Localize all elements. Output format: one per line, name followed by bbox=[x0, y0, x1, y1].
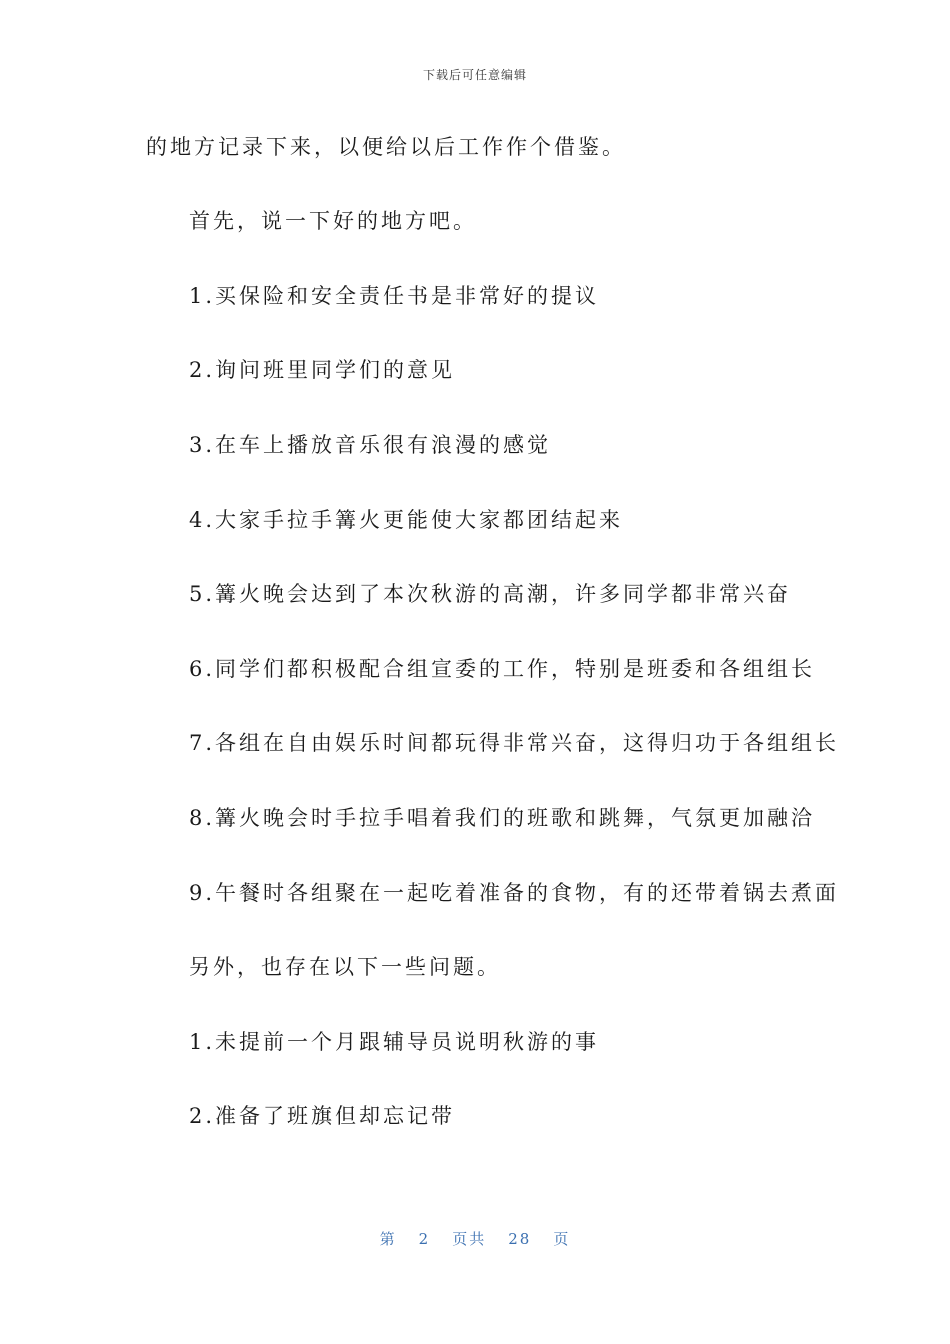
problems-intro: 另外，也存在以下一些问题。 bbox=[189, 955, 501, 979]
footer-page-prefix: 第 bbox=[379, 1230, 397, 1248]
list-item: 2.准备了班旗但却忘记带 bbox=[189, 1104, 456, 1128]
list-item: 6.同学们都积极配合组宣委的工作，特别是班委和各组组长 bbox=[189, 657, 816, 681]
list-item: 5.篝火晚会达到了本次秋游的高潮，许多同学都非常兴奋 bbox=[189, 582, 792, 606]
footer-page-number: 2 bbox=[418, 1230, 431, 1248]
list-item: 3.在车上播放音乐很有浪漫的感觉 bbox=[189, 433, 552, 457]
list-item: 9.午餐时各组聚在一起吃着准备的食物，有的还带着锅去煮面 bbox=[189, 881, 840, 905]
footer-page-suffix: 页 bbox=[553, 1230, 571, 1248]
continuation-paragraph: 的地方记录下来，以便给以后工作作个借鉴。 bbox=[146, 135, 626, 159]
page-footer bbox=[0, 1228, 950, 1249]
footer-page-middle: 页共 bbox=[452, 1230, 487, 1248]
footer-page-total: 28 bbox=[508, 1230, 532, 1248]
list-item: 7.各组在自由娱乐时间都玩得非常兴奋，这得归功于各组组长 bbox=[189, 731, 840, 755]
list-item: 4.大家手拉手篝火更能使大家都团结起来 bbox=[189, 508, 624, 532]
list-item: 1.买保险和安全责任书是非常好的提议 bbox=[189, 284, 600, 308]
list-item: 8.篝火晚会时手拉手唱着我们的班歌和跳舞，气氛更加融洽 bbox=[189, 806, 816, 830]
list-item: 1.未提前一个月跟辅导员说明秋游的事 bbox=[189, 1030, 600, 1054]
list-item: 2.询问班里同学们的意见 bbox=[189, 358, 456, 382]
page-header-note: 下载后可任意编辑 bbox=[422, 68, 527, 82]
good-points-intro: 首先，说一下好的地方吧。 bbox=[189, 209, 477, 233]
